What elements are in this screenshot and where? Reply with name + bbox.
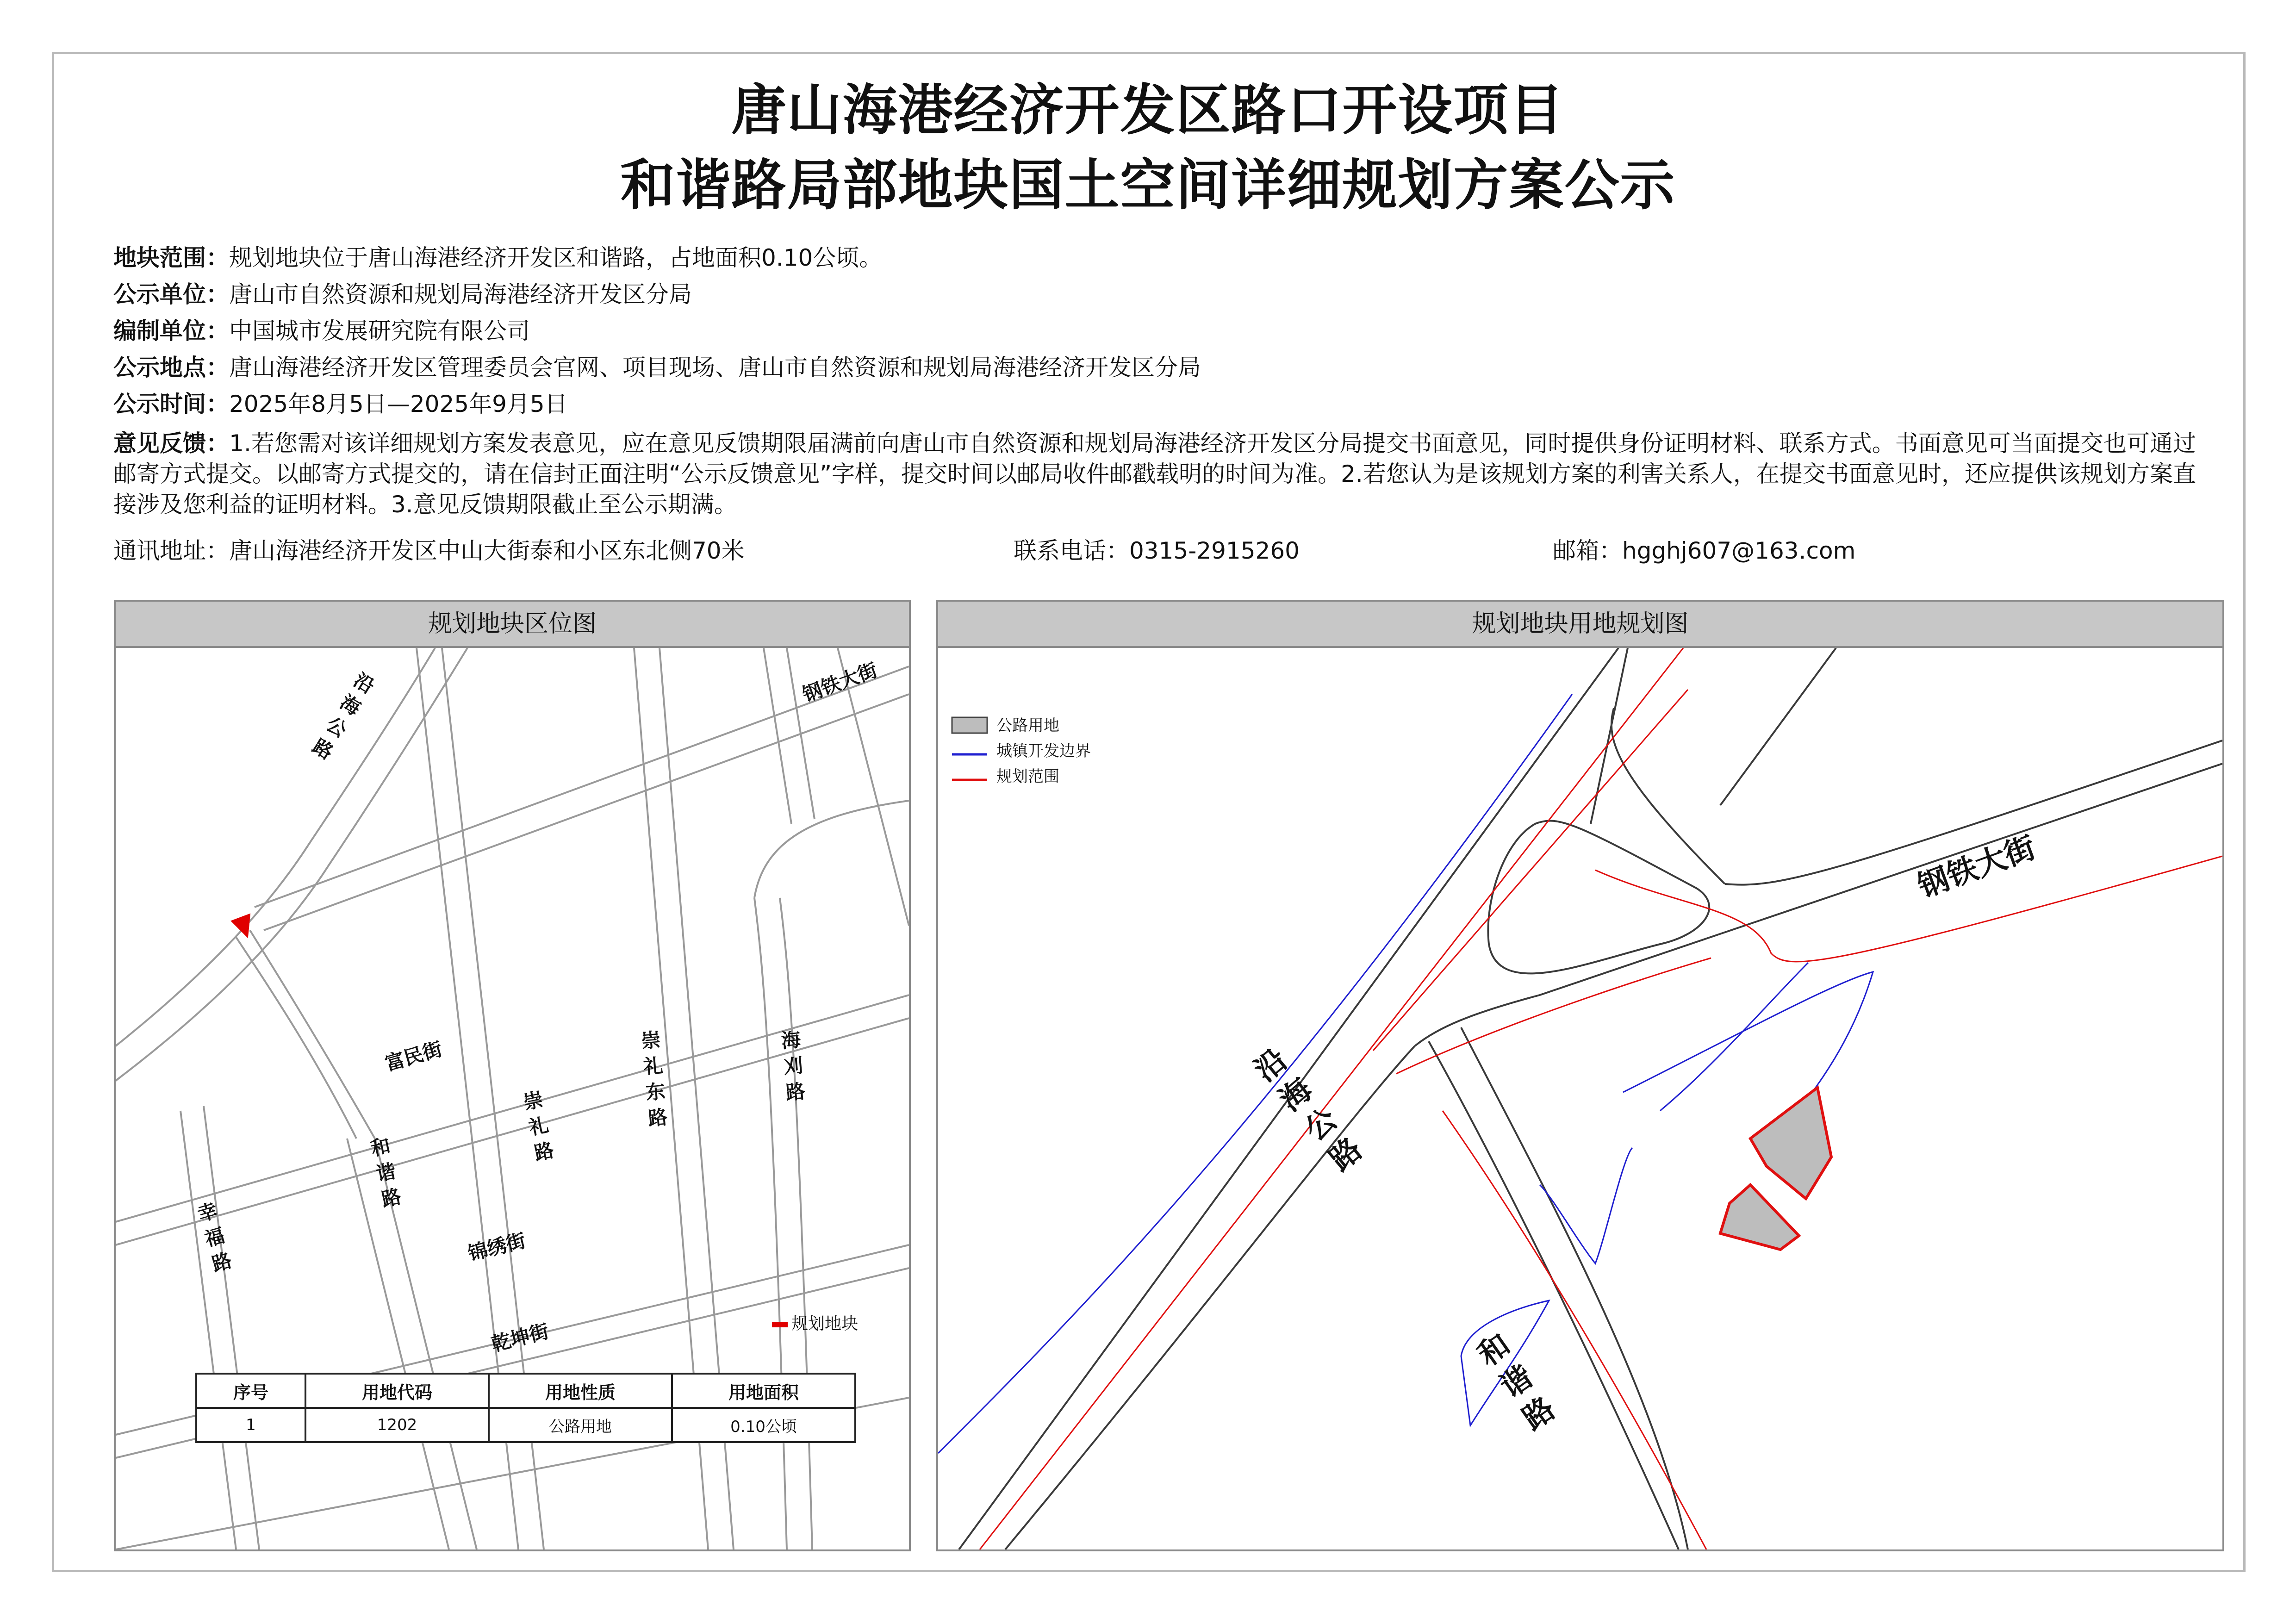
ne-road-a bbox=[1591, 648, 1628, 824]
table-header-row bbox=[196, 1374, 855, 1408]
legend-road-land-label: 公路用地 bbox=[996, 716, 1059, 735]
table-cell: 公路用地 bbox=[489, 1408, 672, 1442]
info-feedback-value: 1.若您需对该详细规划方案发表意见，应在意见反馈期限届满前向唐山市自然资源和规划局海港经济开发区分局提交书面意见，同时提供身份证明材料、联系方式。书面意见可当面提交也可通过邮寄方式提交。以邮寄方式提交的，请在信封正面注明“公示反馈意见”字样，提交时间以邮局收件邮戳载明的时间为准。2.若您认为是该规划方案的利害关系人，在提交书面意见时，还应提供该规划方案直接涉及您利益的证明材料。3.意见反馈期限截止至公示期满。 bbox=[113, 430, 2196, 518]
info-publisher-value: 唐山市自然资源和规划局海港经济开发区分局 bbox=[229, 281, 692, 308]
parcel-road-land-b bbox=[1720, 1185, 1799, 1250]
label-road-yanhai: 沿海公路 bbox=[308, 668, 379, 764]
info-scope-label: 地块范围： bbox=[113, 244, 229, 271]
contact-address: 通讯地址：唐山海港经济开发区中山大街泰和小区东北侧70米 bbox=[113, 537, 745, 564]
label-road-gangtie: 钢铁大街 bbox=[799, 658, 881, 707]
road-xingfu-diag-edge-a bbox=[236, 937, 356, 1139]
label-road-fumin: 富民街 bbox=[382, 1037, 445, 1076]
parcel-road-land-a bbox=[1750, 1088, 1831, 1199]
page-title-line2: 和谐路局部地块国土空间详细规划方案公示 bbox=[620, 153, 1676, 217]
table-cell: 1202 bbox=[305, 1408, 489, 1442]
land-use-table bbox=[195, 1373, 856, 1443]
info-time-value: 2025年8月5日—2025年9月5日 bbox=[229, 391, 568, 417]
location-legend-swatch bbox=[772, 1322, 788, 1327]
legend-plan-range-label: 规划范围 bbox=[996, 767, 1059, 786]
location-map-header: 规划地块区位图 bbox=[116, 602, 909, 648]
table-cell: 1 bbox=[196, 1408, 305, 1442]
road-ne-b bbox=[787, 648, 815, 819]
info-publisher-label: 公示单位： bbox=[113, 281, 229, 308]
yanhai-edge-se bbox=[1005, 1046, 1415, 1549]
road-gangtie-edge-b bbox=[264, 694, 909, 930]
info-place bbox=[113, 353, 1201, 382]
info-feedback bbox=[113, 428, 2196, 520]
info-publisher bbox=[113, 280, 692, 309]
info-time bbox=[113, 389, 568, 419]
contact-email: 邮箱：hgghj607@163.com bbox=[1553, 537, 1856, 564]
label-road-yanhai-large: 沿海公路 bbox=[1247, 1041, 1369, 1178]
gangtie-corner bbox=[1612, 708, 1725, 884]
label-road-chonglidong: 崇礼东路 bbox=[640, 1028, 669, 1130]
label-road-qiankun: 乾坤街 bbox=[489, 1319, 551, 1356]
location-legend bbox=[772, 1311, 858, 1334]
location-site-marker bbox=[231, 914, 250, 937]
road-w-b bbox=[204, 1106, 259, 1549]
road-yanhai-edge-a bbox=[116, 648, 435, 1046]
legend-road-land-swatch bbox=[952, 717, 987, 733]
road-ne-a bbox=[764, 648, 791, 824]
label-road-hexie: 和谐路 bbox=[368, 1134, 404, 1211]
hexie-edge-w bbox=[1429, 1041, 1679, 1549]
info-compiler-value: 中国城市发展研究院有限公司 bbox=[229, 317, 530, 344]
road-yanhai-edge-b bbox=[116, 648, 467, 1081]
label-road-hexie-large: 和谐路 bbox=[1471, 1326, 1562, 1437]
road-haiyi-edge-a bbox=[754, 898, 787, 1549]
page-title-line1: 唐山海港经济开发区路口开设项目 bbox=[731, 78, 1565, 142]
info-compiler bbox=[113, 316, 530, 346]
label-road-gangtie-large: 钢铁大街 bbox=[1913, 829, 2041, 905]
info-compiler-label: 编制单位： bbox=[113, 317, 229, 344]
landuse-map-panel bbox=[936, 600, 2224, 1551]
red-line-a bbox=[980, 648, 1683, 1549]
red-line-e bbox=[1373, 690, 1688, 1051]
landuse-map-canvas bbox=[938, 648, 2222, 1549]
info-scope bbox=[113, 243, 882, 273]
ne-road-b bbox=[1720, 648, 1836, 805]
blue-boundary-e bbox=[1660, 963, 1808, 1111]
info-feedback-label: 意见反馈： bbox=[113, 430, 230, 457]
info-place-label: 公示地点： bbox=[113, 354, 229, 381]
location-legend-label: 规划地块 bbox=[791, 1314, 859, 1333]
hexie-edge-e bbox=[1461, 1027, 1688, 1549]
label-road-haiyi: 海刈路 bbox=[780, 1028, 806, 1104]
legend-dev-boundary-label: 城镇开发边界 bbox=[996, 742, 1091, 760]
traffic-island bbox=[1488, 821, 1709, 973]
table-header-cell: 序号 bbox=[196, 1374, 305, 1408]
blue-boundary-d bbox=[1623, 972, 1873, 1115]
table-cell: 0.10公顷 bbox=[672, 1408, 855, 1442]
table-row bbox=[196, 1408, 855, 1442]
label-road-xingfu: 幸福路 bbox=[195, 1199, 235, 1276]
table-header-cell: 用地代码 bbox=[305, 1374, 489, 1408]
contact-phone: 联系电话：0315-2915260 bbox=[1014, 537, 1300, 564]
info-place-value: 唐山海港经济开发区管理委员会官网、项目现场、唐山市自然资源和规划局海港经济开发区分局 bbox=[229, 354, 1201, 381]
info-scope-value: 规划地块位于唐山海港经济开发区和谐路，占地面积0.10公顷。 bbox=[229, 244, 883, 271]
landuse-legend-icons bbox=[952, 717, 987, 780]
road-xingfu-diag-edge-b bbox=[250, 930, 375, 1139]
red-line-b bbox=[1443, 1111, 1706, 1549]
location-map-panel bbox=[114, 600, 911, 1551]
red-line-c bbox=[1595, 856, 2222, 962]
road-w-a bbox=[180, 1111, 236, 1549]
contact-row bbox=[0, 532, 2296, 565]
label-road-jinxiu: 锦绣街 bbox=[466, 1229, 528, 1265]
label-road-chongli: 崇礼路 bbox=[521, 1088, 556, 1165]
info-time-label: 公示时间： bbox=[113, 391, 229, 417]
table-header-cell: 用地面积 bbox=[672, 1374, 855, 1408]
table-header-cell: 用地性质 bbox=[489, 1374, 672, 1408]
red-line-d bbox=[1396, 958, 1711, 1074]
road-haiyi-curve bbox=[754, 801, 909, 898]
landuse-map-header: 规划地块用地规划图 bbox=[938, 602, 2222, 648]
gangtie-edge-s bbox=[1415, 764, 2222, 1046]
